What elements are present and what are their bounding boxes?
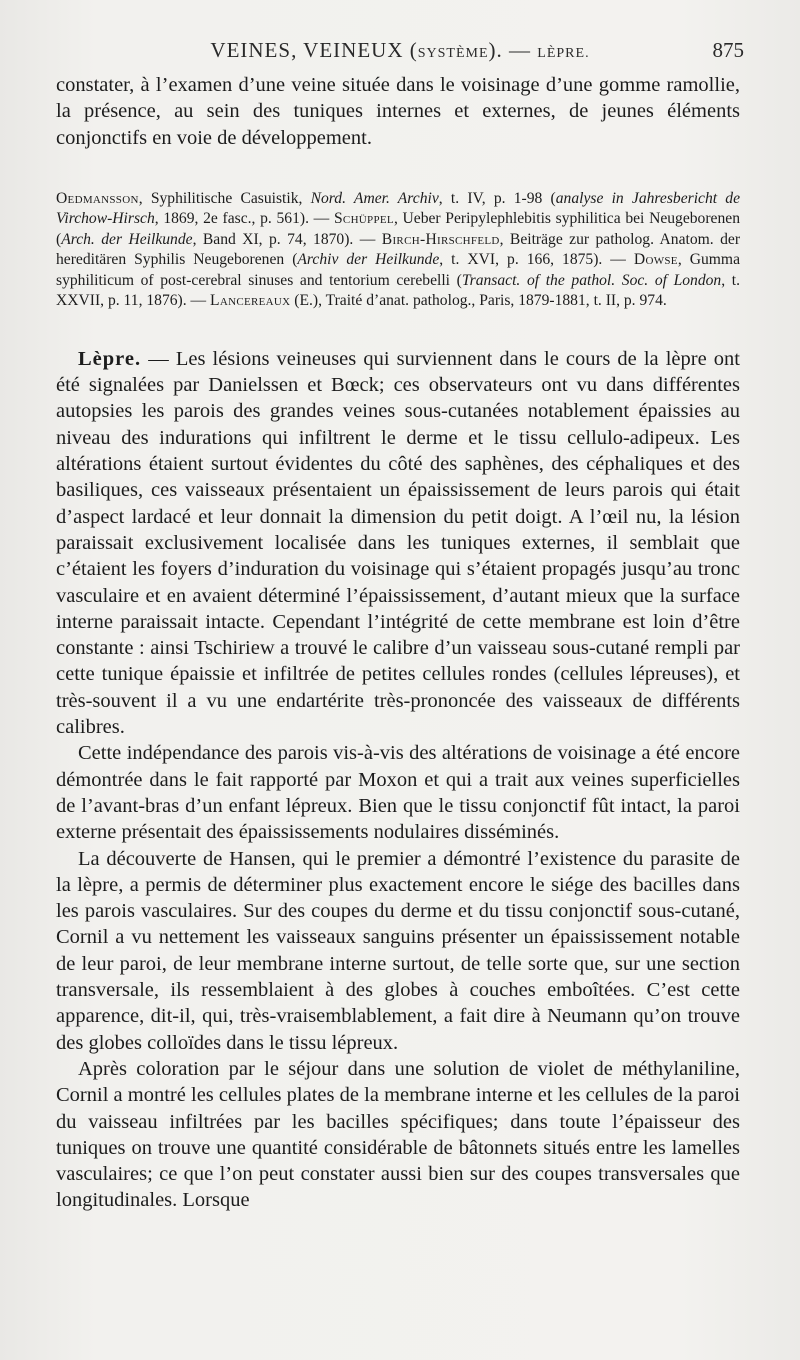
bibliography-text: , Syphilitische Casuistik, [138,189,311,207]
page-body [56,72,740,1214]
bibliography-text: , Band XI, p. 74, 1870). — [192,230,382,248]
bibliography-author: Oedmansson [56,189,139,207]
bibliography-title: Archiv der Heilkunde [297,251,440,269]
intro-paragraph: constater, à l’examen d’une veine située dans le voisinage d’une gomme ramollie, la présence, au sein des tuniques internes et externes, de jeunes éléments conjonctifs en voie de développement. [56,74,740,149]
bibliography-author: Birch-Hirschfeld [381,230,500,248]
section-heading: Lèpre. [78,347,142,370]
bibliography-author: Lancereaux [210,292,291,310]
paragraph-text: — Les lésions veineuses qui surviennent dans le cours de la lèpre ont été signalées par Danielssen et Bœck; ces observateurs ont vu dans différentes autopsies les parois des grandes veines sous-cutanées notablement épaissies au niveau des indurations qui infiltrent le derme et le tissu cellulo-adipeux. Les altérations étaient surtout évidentes du côté des saphènes, des céphaliques et des basiliques, ces vaisseaux présentaient un épaississement de leurs parois qui était d’aspect lardacé et leur donnait la dimension du petit doigt. A l’œil nu, la lésion paraissait exclusivement localisée dans les tuniques externes, il semblait que c’étaient les foyers d’induration du voisinage qui s’étaient propagés jusqu’au tronc vasculaire et en avaient déterminé l’épaississement, d’autant mieux que la surface interne paraissait intacte. Cependant l’intégrité de cette membrane est loin d’être constante : ainsi Tschiriew a trouvé le calibre d’un vaisseau sous-cutané rempli par cette tunique épaissie et infiltrée de petites cellules rondes (cellules lépreuses), et très-souvent il a vu une endartérite très-prononcée des vaisseaux de différents calibres. [56,347,740,739]
lepre-paragraph-4: Après coloration par le séjour dans une solution de violet de méthylaniline, Cornil a montré les cellules plates de la membrane interne et les cellules de la paroi du vaisseau infiltrées par les bacilles spécifiques; dans toute l’épaisseur des tuniques on trouve une quantité considérable de bâtonnets situés entre les lamelles vasculaires; ce que l’on peut constater aussi bien sur des coupes transversales que longitudinales. Lorsque [56,1057,740,1212]
title-smallcaps: SYSTÈME [417,46,489,61]
bibliography-author: Schüppel [333,210,394,228]
title-section: LÈPRE. [537,46,590,61]
title-end: ). — [488,38,538,62]
running-title [0,38,800,63]
bibliography-text: , Gumma syphiliticum of post-cerebral sinuses and tentorium cerebelli ( [56,251,740,289]
bibliography-text: , t. XXVII, p. 11, 1876). — [56,271,740,310]
bibliography-author: Dowse [633,251,678,269]
bibliography-text: , Beiträge zur patholog. Anatom. der hereditären Syphilis Neugeborenen ( [56,230,741,269]
running-header [0,38,800,68]
bibliography-text: , 1869, 2e fasc., p. 561). — [154,210,334,228]
lepre-paragraph-3: La découverte de Hansen, qui le premier a démontré l’existence du parasite de la lèpre, a permis de déterminer plus exactement encore le siége des bacilles dans les parois vasculaires. Sur des coupes du derme et du tissu conjonctif sous-cutané, Cornil a vu nettement les vaisseaux sanguins présenter un épaississement notable de leur paroi, de leur membrane interne surtout, de telle sorte que, sur une section transversale, ils ressemblaient à des globes à couches emboîtées. C’est cette apparence, dit-il, qui, très-vraisemblablement, a fait dire à Neumann qu’on trouve des globes colloïdes dans le tissu lépreux. [56,847,740,1054]
bibliography [56,189,740,312]
bibliography-title: Arch. der Heilkunde [61,230,193,248]
bibliography-text: , t. XVI, p. 166, 1875). — [439,251,634,269]
bibliography-title: Nord. Amer. Archiv [310,189,439,207]
bibliography-text: , t. IV, p. 1-98 ( [438,189,556,207]
bibliography-title: analyse in Jahresbericht de Virchow-Hirsch [56,189,741,228]
lepre-section [56,346,740,1214]
lepre-paragraph-2: Cette indépendance des parois vis-à-vis des altérations de voisinage a été encore démontrée dans le fait rapporté par Moxon et qui a trait aux veines superficielles de l’avant-bras d’un enfant lépreux. Bien que le tissu conjonctif fût intact, la paroi externe présentait des épaississements nodulaires disséminés. [56,742,740,844]
lepre-paragraph-1 [56,346,740,740]
bibliography-text: , Ueber Peripylephlebitis syphilitica bei Neugeborenen ( [56,210,740,248]
bibliography-text: (E.), Traité d’anat. patholog., Paris, 1879-1881, t. II, p. 974. [290,292,667,310]
page-number: 875 [712,38,744,62]
title-main: VEINES, VEINEUX ( [210,38,418,62]
bibliography-title: Transact. of the pathol. Soc. of London [461,271,722,289]
